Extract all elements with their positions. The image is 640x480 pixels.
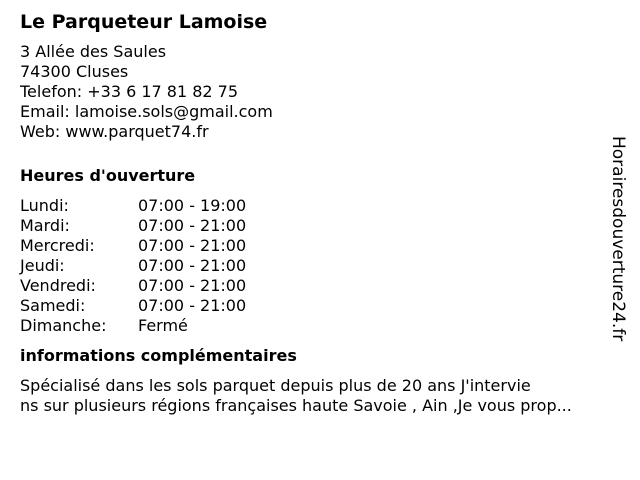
additional-info-heading: informations complémentaires	[20, 346, 297, 365]
hours-row-mercredi	[20, 236, 620, 256]
time-value: 07:00 - 21:00	[138, 236, 247, 255]
time-value: 07:00 - 21:00	[138, 296, 247, 315]
business-card	[20, 10, 620, 416]
description-line: ns sur plusieurs régions françaises haute Savoie , Ain ,Je vous prop...	[20, 396, 572, 415]
hours-row-lundi	[20, 196, 620, 216]
day-label: Mardi:	[20, 216, 70, 235]
hours-row-samedi	[20, 296, 620, 316]
day-label: Jeudi:	[20, 256, 65, 275]
hours-row-mardi	[20, 216, 620, 236]
phone-number[interactable]: Telefon: +33 6 17 81 82 75	[20, 82, 239, 101]
day-label: Lundi:	[20, 196, 69, 215]
time-value: 07:00 - 21:00	[138, 256, 247, 275]
address-city: 74300 Cluses	[20, 62, 129, 81]
description-line: Spécialisé dans les sols parquet depuis plus de 20 ans J'intervie	[20, 376, 531, 395]
time-value: Fermé	[138, 316, 188, 335]
day-label: Vendredi:	[20, 276, 96, 295]
hours-row-vendredi	[20, 276, 620, 296]
hours-row-dimanche	[20, 316, 620, 336]
hours-row-jeudi	[20, 256, 620, 276]
day-label: Samedi:	[20, 296, 86, 315]
email-address[interactable]: Email: lamoise.sols@gmail.com	[20, 102, 273, 121]
day-label: Dimanche:	[20, 316, 107, 335]
time-value: 07:00 - 21:00	[138, 216, 247, 235]
opening-hours-heading: Heures d'ouverture	[20, 166, 196, 185]
business-name: Le Parqueteur Lamoise	[20, 11, 268, 33]
description-text	[20, 376, 630, 416]
opening-hours-table	[20, 196, 620, 336]
time-value: 07:00 - 21:00	[138, 276, 247, 295]
address-street: 3 Allée des Saules	[20, 42, 167, 61]
website-link[interactable]: Web: www.parquet74.fr	[20, 122, 209, 141]
day-label: Mercredi:	[20, 236, 95, 255]
time-value: 07:00 - 19:00	[138, 196, 247, 215]
site-watermark: Horairesdouverture24.fr	[608, 136, 628, 342]
